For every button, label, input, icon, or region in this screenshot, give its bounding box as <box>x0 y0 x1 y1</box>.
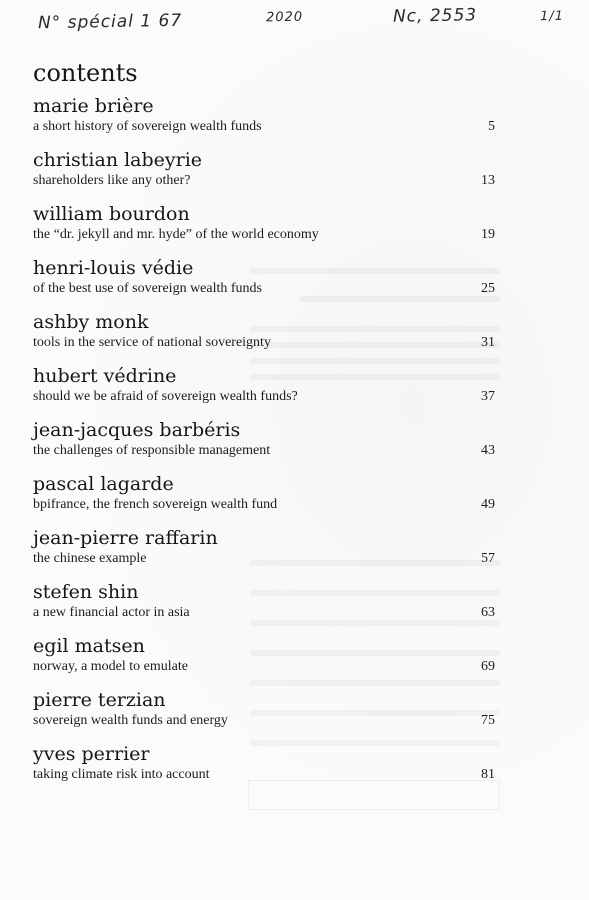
entry-title: tools in the service of national sovereignty <box>33 335 271 350</box>
entry-page-number: 49 <box>481 497 495 512</box>
entry-title: the chinese example <box>33 551 147 566</box>
entry-page-number: 43 <box>481 443 495 458</box>
entry-page-number: 31 <box>481 335 495 350</box>
handwritten-issue-note: N° spécial 1 67 <box>37 10 183 34</box>
entry-title: sovereign wealth funds and energy <box>33 713 228 728</box>
contents-entry <box>33 634 503 688</box>
entry-author: yves perrier <box>33 743 150 765</box>
entry-author: stefen shin <box>33 581 139 603</box>
entry-title: the challenges of responsible management <box>33 443 271 458</box>
entry-author: hubert védrine <box>33 365 177 387</box>
entry-page-number: 63 <box>481 605 495 620</box>
entry-author: henri-louis védie <box>33 257 194 279</box>
entry-title: should we be afraid of sovereign wealth funds? <box>33 389 298 404</box>
entry-title: taking climate risk into account <box>33 767 210 782</box>
contents-entry <box>33 472 503 526</box>
entry-page-number: 69 <box>481 659 495 674</box>
contents-entry <box>33 526 503 580</box>
entry-page-number: 75 <box>481 713 495 728</box>
entry-author: pascal lagarde <box>33 473 174 495</box>
contents-entry <box>33 310 503 364</box>
entry-title: the “dr. jekyll and mr. hyde” of the world economy <box>33 227 319 242</box>
entry-author: jean-pierre raffarin <box>33 527 218 549</box>
entry-page-number: 5 <box>488 119 495 134</box>
handwritten-reference-note: Nc, 2553 <box>392 5 478 27</box>
entry-page-number: 37 <box>481 389 495 404</box>
entry-author: jean-jacques barbéris <box>33 419 241 441</box>
entry-title: of the best use of sovereign wealth funds <box>33 281 262 296</box>
contents-entry <box>33 94 503 148</box>
contents-entry <box>33 364 503 418</box>
handwritten-page-note: 1/1 <box>539 8 565 25</box>
entry-page-number: 81 <box>481 767 495 782</box>
contents-entry <box>33 742 503 796</box>
entry-title: a short history of sovereign wealth funds <box>33 119 262 134</box>
entry-title: a new financial actor in asia <box>33 605 190 620</box>
entry-author: egil matsen <box>33 635 145 657</box>
handwritten-year-note: 2020 <box>265 9 304 26</box>
entry-title: norway, a model to emulate <box>33 659 188 674</box>
contents-heading: contents <box>33 59 138 87</box>
entry-page-number: 25 <box>481 281 495 296</box>
table-of-contents <box>33 58 503 796</box>
contents-entries <box>33 94 503 796</box>
entry-page-number: 13 <box>481 173 495 188</box>
entry-author: marie brière <box>33 95 154 117</box>
contents-entry <box>33 256 503 310</box>
entry-title: bpifrance, the french sovereign wealth fund <box>33 497 278 512</box>
entry-title: shareholders like any other? <box>33 173 191 188</box>
entry-author: christian labeyrie <box>33 149 203 171</box>
contents-entry <box>33 148 503 202</box>
entry-page-number: 19 <box>481 227 495 242</box>
entry-page-number: 57 <box>481 551 495 566</box>
entry-author: ashby monk <box>33 311 149 333</box>
contents-entry <box>33 580 503 634</box>
contents-entry <box>33 418 503 472</box>
entry-author: pierre terzian <box>33 689 166 711</box>
entry-author: william bourdon <box>33 203 190 225</box>
contents-entry <box>33 202 503 256</box>
contents-entry <box>33 688 503 742</box>
